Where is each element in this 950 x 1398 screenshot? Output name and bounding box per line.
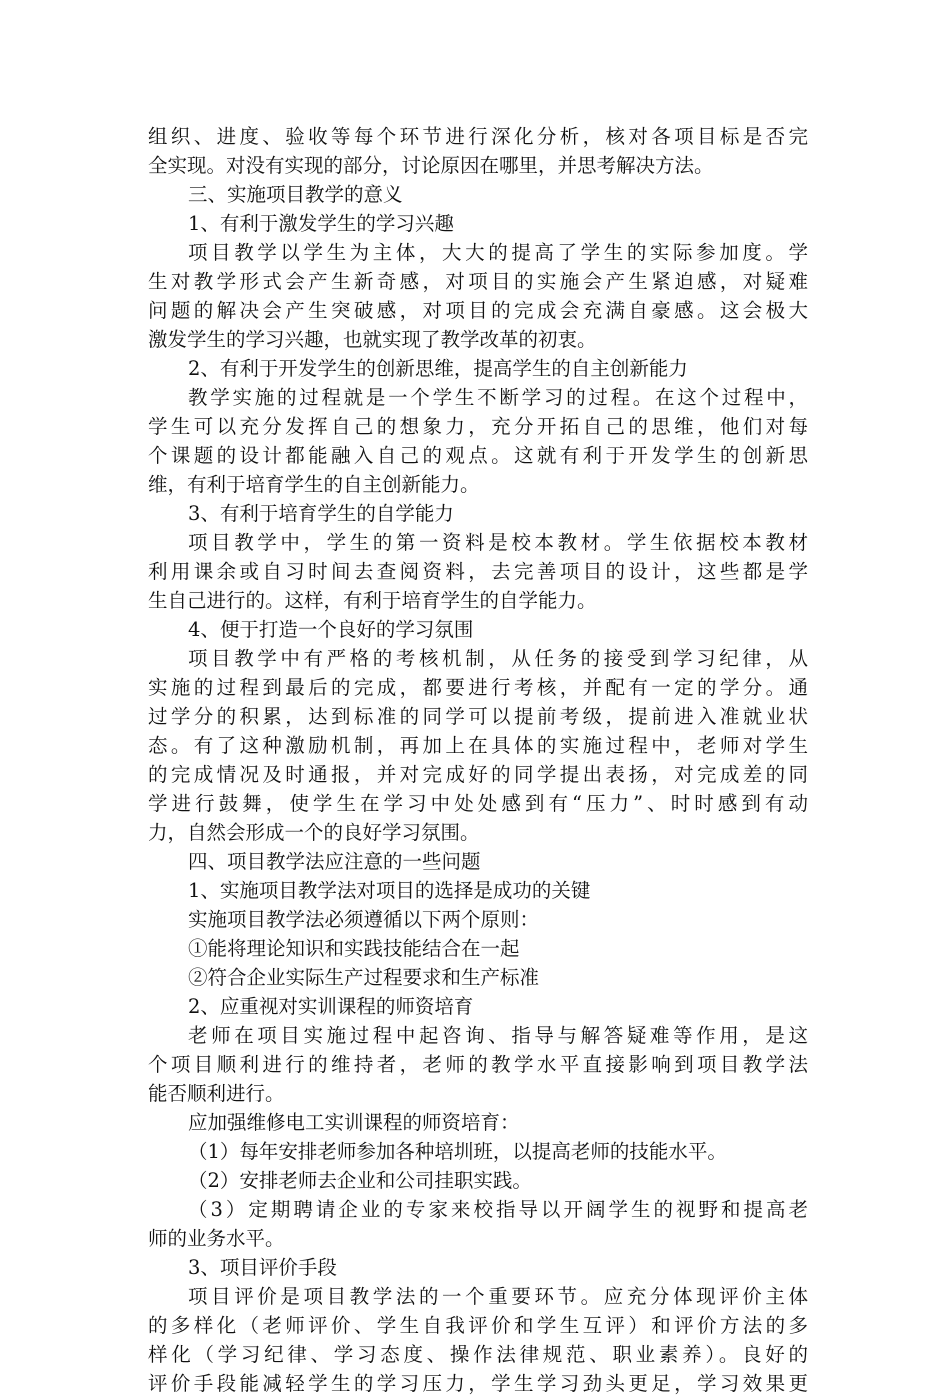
text-line: 项目教学中有严格的考核机制，从任务的接受到学习纪律，从	[188, 647, 808, 670]
text-line: ②符合企业实际生产过程要求和生产标准	[188, 966, 540, 989]
text-line: ①能将理论知识和实践技能结合在一起	[188, 937, 520, 960]
text-line: （1）每年安排老师参加各种培圳班，以提高老师的技能水平。	[188, 1140, 727, 1163]
text-line: 1、实施项目教学法对项目的选择是成功的关键	[188, 879, 591, 902]
text-line: 个课题的设计都能融入自己的观点。这就有利于开发学生的创新思	[148, 444, 808, 467]
text-line: 生对教学形式会产生新奇感，对项目的实施会产生紧迫感，对疑难	[148, 270, 808, 293]
text-line: 2、有利于开发学生的创新思维，提高学生的自主创新能力	[188, 357, 688, 380]
text-line: 过学分的积累，达到标准的同学可以提前考级，提前进入准就业状	[148, 705, 808, 728]
text-line: （2）安排老师去企业和公司挂职实践。	[188, 1169, 532, 1192]
text-line: 学进行鼓舞，使学生在学习中处处感到有“压力”、时时感到有动	[148, 792, 808, 815]
text-line: 维，有利于培育学生的自主创新能力。	[148, 473, 480, 496]
text-line: 3、有利于培育学生的自学能力	[188, 502, 454, 525]
text-line: 组织、进度、验收等每个环节进行深化分析，核对各项目标是否完	[148, 125, 808, 148]
text-line: 学生可以充分发挥自己的想象力，充分开拓自己的思维，他们对每	[148, 415, 808, 438]
text-line: 评价手段能减轻学生的学习压力，学生学习劲头更足，学习效果更	[148, 1372, 808, 1395]
text-line: 教学实施的过程就是一个学生不断学习的过程。在这个过程中，	[188, 386, 808, 409]
text-line: 4、便于打造一个良好的学习氛围	[188, 618, 474, 641]
document-body	[148, 122, 808, 1398]
text-line: 三、实施项目教学的意义	[188, 183, 403, 206]
text-line: （3）定期聘请企业的专家来校指导以开阔学生的视野和提高老	[188, 1198, 808, 1221]
text-line: 全实现。对没有实现的部分，讨论原因在哪里，并思考解决方法。	[148, 154, 714, 177]
text-line: 能否顺利进行。	[148, 1082, 285, 1105]
text-line: 的完成情况及时通报，并对完成好的同学提出表扬，对完成差的同	[148, 763, 808, 786]
text-line: 实施的过程到最后的完成，都要进行考核，并配有一定的学分。通	[148, 676, 808, 699]
text-line: 1、有利于激发学生的学习兴趣	[188, 212, 454, 235]
text-line: 问题的解决会产生突破感，对项目的完成会充满自豪感。这会极大	[148, 299, 808, 322]
text-line: 利用课余或自习时间去查阅资料，去完善项目的设计，这些都是学	[148, 560, 808, 583]
text-line: 师的业务水平。	[148, 1227, 285, 1250]
text-line: 项目教学以学生为主体，大大的提高了学生的实际参加度。学	[188, 241, 808, 264]
text-line: 的多样化（老师评价、学生自我评价和学生互评）和评价方法的多	[148, 1314, 808, 1337]
text-line: 激发学生的学习兴趣，也就实现了教学改革的初衷。	[148, 328, 597, 351]
text-line: 个项目顺利进行的维持者，老师的教学水平直接影响到项目教学法	[148, 1053, 808, 1076]
text-line: 项目评价是项目教学法的一个重要环节。应充分体现评价主体	[188, 1285, 808, 1308]
text-line: 实施项目教学法必须遵循以下两个原则：	[188, 908, 540, 931]
text-line: 项目教学中，学生的第一资料是校本教材。学生依据校本教材	[188, 531, 808, 554]
text-line: 态。有了这种激励机制，再加上在具体的实施过程中，老师对学生	[148, 734, 808, 757]
text-line: 生自己进行的。这样，有利于培育学生的自学能力。	[148, 589, 597, 612]
text-line: 力，自然会形成一个的良好学习氛围。	[148, 821, 480, 844]
text-line: 2、应重视对实训课程的师资培育	[188, 995, 474, 1018]
text-line: 老师在项目实施过程中起咨询、指导与解答疑难等作用，是这	[188, 1024, 808, 1047]
text-line: 样化（学习纪律、学习态度、操作法律规范、职业素养）。良好的	[148, 1343, 808, 1366]
text-line: 四、项目教学法应注意的一些问题	[188, 850, 481, 873]
text-line: 3、项目评价手段	[188, 1256, 337, 1279]
text-line: 应加强维修电工实训课程的师资培育：	[188, 1111, 520, 1134]
